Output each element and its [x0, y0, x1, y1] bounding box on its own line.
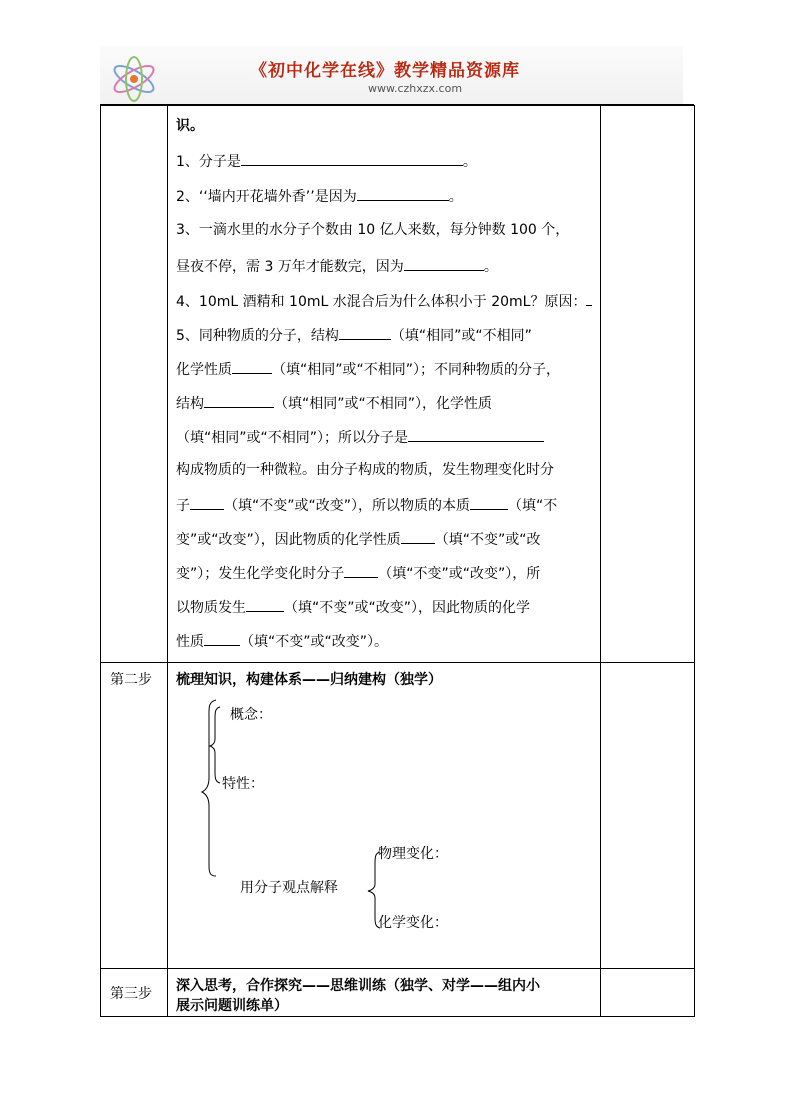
step-3-label: 第三步 [110, 986, 152, 1002]
row3-heading-line1: 深入思考，合作探究——思维训练（独学、对学——组内小 [176, 978, 540, 994]
question-3-line2: 昼夜不停，需 3 万年才能数完，因为 。 [176, 255, 498, 277]
question-5-line4: （填“相同”或“不相同”）；所以分子是 [176, 426, 544, 448]
blank-5j[interactable] [204, 630, 240, 646]
question-3-line1: 3、一滴水里的水分子个数由 10 亿人来数，每分钟数 100 个， [176, 222, 570, 238]
chemical-change-label: 化学变化： [378, 915, 448, 931]
question-5-line5: 构成物质的一种微粒。由分子构成的物质，发生物理变化时分 [176, 462, 554, 478]
blank-1[interactable] [241, 150, 463, 166]
question-4: 4、10mL 酒精和 10mL 水混合后为什么体积小于 20mL？原因： [176, 290, 592, 312]
table-border-top [100, 105, 695, 106]
property-label: 特性： [222, 776, 264, 792]
physical-change-label: 物理变化： [378, 846, 448, 862]
blank-3[interactable] [404, 255, 484, 271]
blank-5g[interactable] [401, 528, 435, 544]
question-5-line3: 结构 （填“相同”或“不相同”），化学性质 [176, 392, 492, 414]
blank-5f[interactable] [470, 494, 508, 510]
blank-5d[interactable] [408, 426, 544, 442]
blank-5h[interactable] [344, 562, 378, 578]
blank-5i[interactable] [246, 596, 284, 612]
blank-2[interactable] [357, 185, 449, 201]
concept-label: 概念： [230, 707, 272, 723]
table-col-divider-1 [167, 105, 168, 1017]
atom-logo-icon [108, 56, 160, 102]
explain-label: 用分子观点解释 [240, 880, 338, 896]
row-divider-1 [100, 662, 695, 663]
question-5-line2: 化学性质 （填“相同”或“不相同”）；不同种物质的分子， [176, 358, 560, 380]
table-col-divider-2 [600, 105, 601, 1017]
question-1: 1、分子是 。 [176, 150, 477, 172]
row1-heading: 识。 [176, 118, 204, 134]
blank-5c[interactable] [204, 392, 274, 408]
row2-heading: 梳理知识，构建体系——归纳建构（独学） [176, 672, 442, 688]
table-border-bottom [100, 1016, 695, 1017]
blank-5b[interactable] [232, 358, 272, 374]
table-border-left [100, 105, 101, 1017]
question-5-line7: 变”或“改变”），因此物质的化学性质 （填“不变”或“改 [176, 528, 541, 550]
question-5-line9: 以物质发生 （填“不变”或“改变”），因此物质的化学 [176, 596, 530, 618]
question-5-line8: 变”）；发生化学变化时分子 （填“不变”或“改变”），所 [176, 562, 540, 584]
blank-5a[interactable] [339, 324, 391, 340]
row-divider-2 [100, 968, 695, 969]
question-5-line10: 性质 （填“不变”或“改变”）。 [176, 630, 388, 652]
step-2-label: 第二步 [110, 672, 152, 688]
row3-heading-line2: 展示问题训练单） [176, 998, 288, 1014]
small-brace-icon [208, 705, 222, 785]
question-5-line6: 子 （填“不变”或“改变”），所以物质的本质 （填“不 [176, 494, 557, 516]
question-5-line1: 5、同种物质的分子，结构 （填“相同”或“不相同” [176, 324, 532, 346]
blank-4[interactable] [586, 290, 592, 306]
banner-url: www.czhxzx.com [368, 82, 463, 95]
blank-5e[interactable] [190, 494, 224, 510]
question-2: 2、‘‘墙内开花墙外香’’是因为 。 [176, 185, 463, 207]
banner-title: 《初中化学在线》教学精品资源库 [250, 61, 520, 81]
table-border-right [694, 105, 695, 1017]
